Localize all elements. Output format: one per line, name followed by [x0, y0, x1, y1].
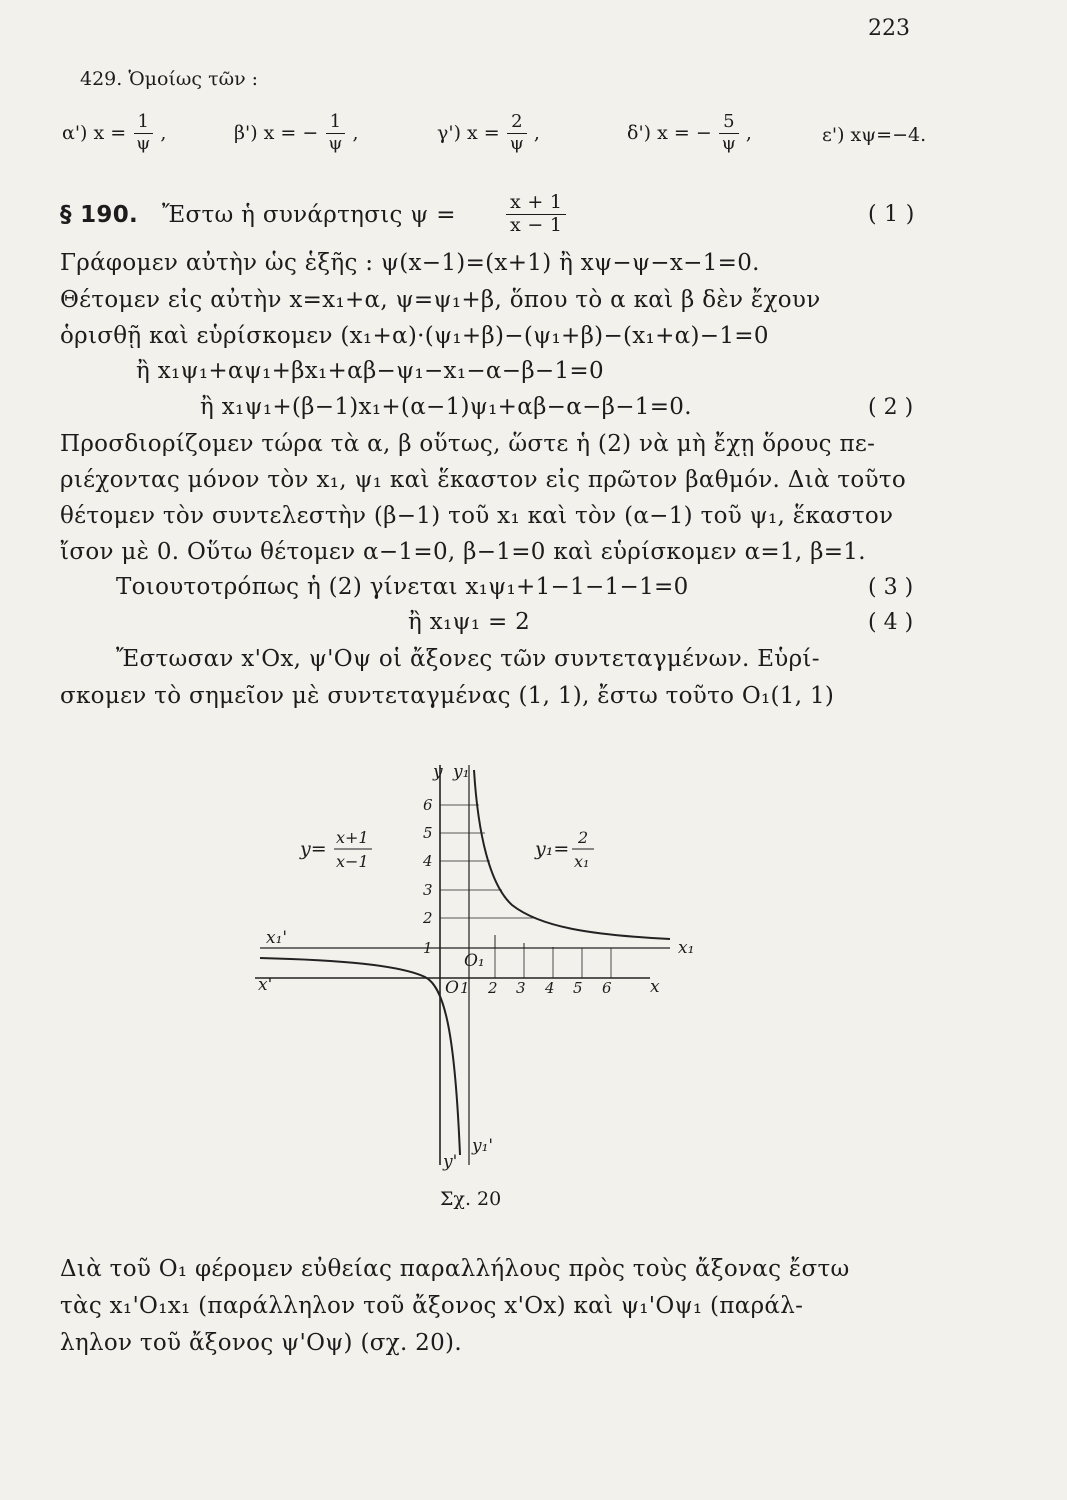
section-heading — [60, 192, 920, 252]
hyperbola-left-branch — [260, 958, 460, 1155]
text-line: θέτομεν τὸν συντελεστὴν (β−1) τοῦ x₁ καὶ τὸν (α−1) τοῦ ψ₁, ἕκαστον — [60, 503, 894, 529]
y-tick: 1 — [423, 939, 433, 957]
item-fraction — [132, 112, 154, 154]
fraction-numerator: 1 — [326, 112, 345, 134]
axis-label-x1: x₁ — [678, 938, 695, 958]
hyperbola-figure — [250, 755, 720, 1185]
item-fraction — [324, 112, 346, 154]
item-label: δ') — [627, 122, 652, 145]
y-tick: 4 — [423, 852, 433, 870]
text-line: ληλον τοῦ ἄξονος ψ'Oψ) (σχ. 20). — [60, 1330, 462, 1356]
axis-label-x1-prime: x₁' — [266, 928, 288, 948]
item-label: γ') — [437, 122, 461, 145]
fraction-numerator: 5 — [719, 112, 738, 134]
axis-label-x-prime: x' — [258, 975, 273, 995]
x-tick: 1 — [460, 979, 470, 997]
equation-left-label: y= — [300, 838, 327, 860]
text-line: ἢ x₁ψ₁+αψ₁+βx₁+αβ−ψ₁−x₁−α−β−1=0 — [136, 358, 604, 384]
origin-label: O — [445, 978, 459, 998]
text-line: ὁρισθῇ καὶ εὑρίσκομεν (x₁+α)·(ψ₁+β)−(ψ₁+β)−(x₁+α)−1=0 — [60, 323, 769, 349]
fraction-denominator: ψ — [509, 132, 524, 154]
item-label: α') — [62, 122, 88, 145]
x-tick: 2 — [488, 979, 498, 997]
page-number: 223 — [868, 16, 910, 41]
item-prefix: xψ=−4. — [850, 124, 927, 146]
exercise-heading: 429. Ὁμοίως τῶν : — [80, 68, 259, 90]
text-line: Ἔστωσαν x'Ox, ψ'Oψ οἱ ἄξονες τῶν συντεταγμένων. Εὑρί- — [116, 646, 820, 672]
exercise-item-d — [627, 112, 752, 154]
text-line: ἴσον μὲ 0. Οὕτω θέτομεν α−1=0, β−1=0 καὶ εὑρίσκομεν α=1, β=1. — [60, 539, 866, 565]
item-prefix: x = − — [657, 122, 712, 145]
text-line: Θέτομεν εἰς αὐτὴν x=x₁+α, ψ=ψ₁+β, ὅπου τὸ α καὶ β δὲν ἔχουν — [60, 287, 821, 313]
equation-left-denominator: x−1 — [336, 852, 369, 871]
text-line: Διὰ τοῦ O₁ φέρομεν εὐθείας παραλλήλους πρὸς τοὺς ἄξονας ἔστω — [60, 1256, 850, 1282]
x-tick: 3 — [516, 979, 526, 997]
fraction-denominator: ψ — [328, 132, 343, 154]
equation-number: ( 1 ) — [868, 202, 915, 227]
exercise-item-b — [234, 112, 358, 154]
y-tick: 5 — [423, 824, 433, 842]
equation-left-numerator: x+1 — [336, 828, 369, 847]
exercise-item-c — [437, 112, 540, 154]
text-line: ἢ x₁ψ₁+(β−1)x₁+(α−1)ψ₁+αβ−α−β−1=0. — [200, 394, 692, 420]
axis-label-y1-prime: y₁' — [472, 1136, 494, 1156]
fraction-denominator: ψ — [721, 132, 736, 154]
x-tick: 6 — [602, 979, 612, 997]
item-prefix: x = — [93, 122, 127, 145]
fraction-numerator: x + 1 — [506, 192, 566, 215]
y-tick: 6 — [423, 796, 433, 814]
figure-caption: Σχ. 20 — [440, 1188, 502, 1210]
point-o1-label: O₁ — [464, 951, 485, 971]
fraction-numerator: 2 — [507, 112, 526, 134]
item-label: ε') — [822, 124, 845, 146]
equation-right-denominator: x₁ — [574, 852, 590, 871]
item-suffix: , — [160, 122, 167, 145]
axis-label-y: y — [433, 762, 443, 782]
section-number: § 190. — [60, 202, 139, 228]
axis-label-y-prime: y' — [443, 1152, 458, 1172]
text-line: Γράφομεν αὐτὴν ὡς ἑξῆς : ψ(x−1)=(x+1) ἢ xψ−ψ−x−1=0. — [60, 250, 760, 276]
axis-label-y1: y₁ — [453, 762, 470, 782]
equation-number: ( 4 ) — [868, 610, 914, 635]
item-suffix: , — [352, 122, 359, 145]
text-line: ἢ x₁ψ₁ = 2 — [408, 609, 531, 635]
item-prefix: x = — [467, 122, 500, 145]
text-line: Προσδιορίζομεν τώρα τὰ α, β οὕτως, ὥστε ἡ (2) νὰ μὴ ἔχῃ ὅρους πε- — [60, 431, 876, 457]
equation-number: ( 2 ) — [868, 395, 914, 420]
x-tick: 4 — [545, 979, 555, 997]
equation-right-label: y₁= — [535, 838, 570, 860]
text-line: σκομεν τὸ σημεῖον μὲ συντεταγμένας (1, 1), ἔστω τοῦτο O₁(1, 1) — [60, 683, 835, 709]
section-intro: Ἔστω ἡ συνάρτησις ψ = — [162, 202, 456, 228]
hyperbola-right-branch — [474, 770, 670, 939]
fraction-numerator: 1 — [134, 112, 153, 134]
text-line: Τοιουτοτρόπως ἡ (2) γίνεται x₁ψ₁+1−1−1−1=0 — [116, 574, 689, 600]
exercise-items — [62, 104, 927, 168]
x-tick: 5 — [573, 979, 583, 997]
fraction-denominator: ψ — [136, 132, 151, 154]
item-suffix: , — [745, 122, 752, 145]
fraction-denominator: x − 1 — [510, 213, 563, 236]
equation-number: ( 3 ) — [868, 575, 914, 600]
figure-svg — [250, 755, 720, 1185]
exercise-item-e — [822, 124, 926, 146]
item-fraction — [718, 112, 740, 154]
axis-label-x: x — [650, 977, 660, 997]
y-tick: 2 — [423, 909, 433, 927]
item-label: β') — [234, 122, 258, 145]
text-line: ριέχοντας μόνον τὸν x₁, ψ₁ καὶ ἕκαστον εἰς πρῶτον βαθμόν. Διὰ τοῦτο — [60, 467, 907, 493]
item-prefix: x = − — [263, 122, 319, 145]
y-tick: 3 — [423, 881, 433, 899]
item-suffix: , — [533, 122, 540, 145]
section-fraction — [506, 192, 566, 237]
text-line: τὰς x₁'O₁x₁ (παράλληλον τοῦ ἄξονος x'Ox) καὶ ψ₁'Oψ₁ (παράλ- — [60, 1293, 804, 1319]
item-fraction — [506, 112, 528, 154]
equation-right-numerator: 2 — [578, 828, 589, 847]
exercise-item-a — [62, 112, 166, 154]
